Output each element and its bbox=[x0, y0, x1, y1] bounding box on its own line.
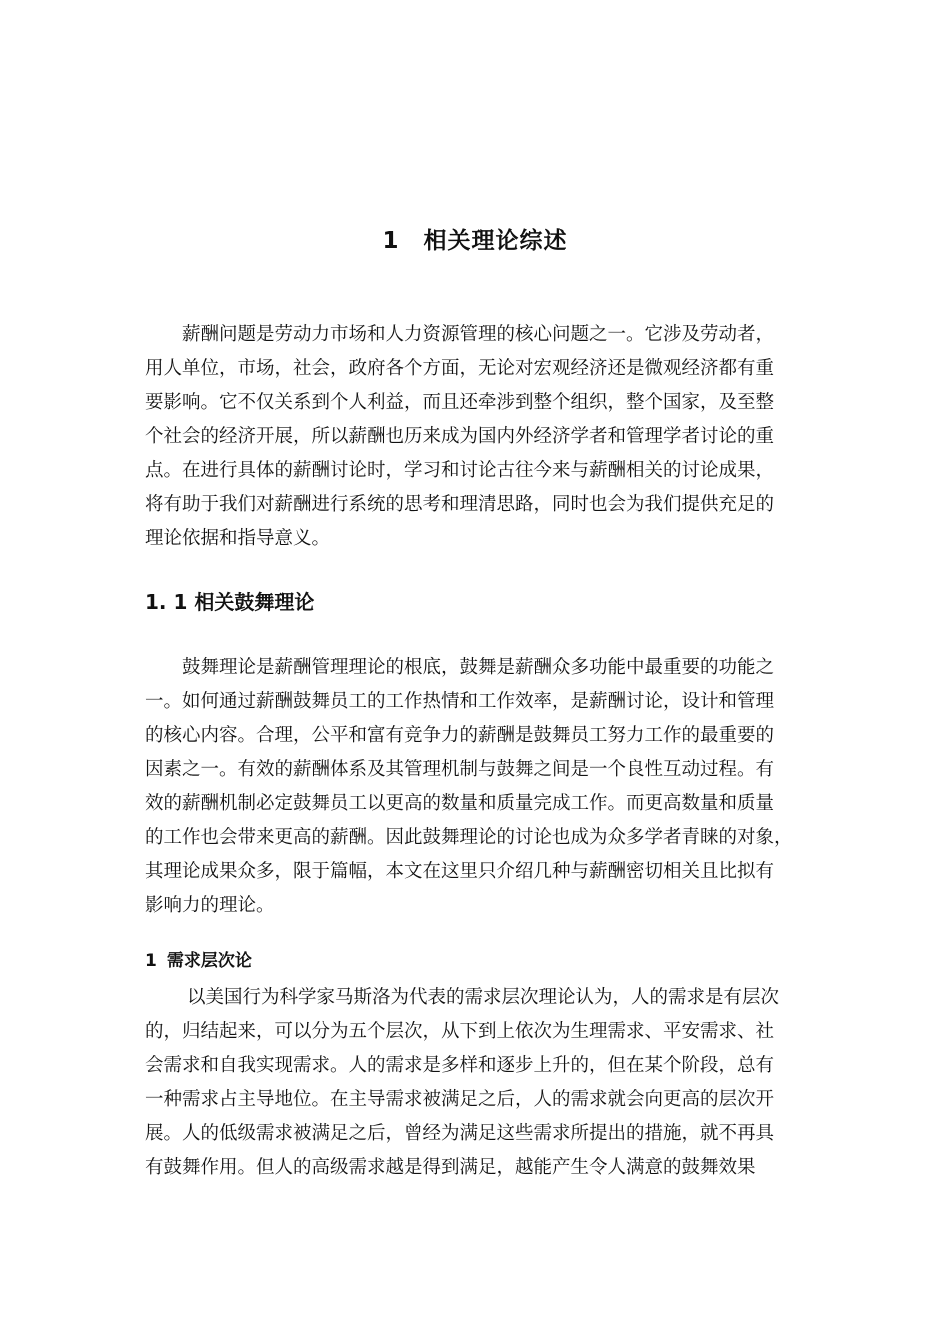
paragraph-line: 将有助于我们对薪酬进行系统的思考和理清思路，同时也会为我们提供充足的 bbox=[145, 494, 775, 515]
paragraph-line: 用人单位，市场，社会，政府各个方面，无论对宏观经济还是微观经济都有重 bbox=[145, 358, 775, 379]
paragraph-line: 的核心内容。合理，公平和富有竞争力的薪酬是鼓舞员工努力工作的最重要的 bbox=[145, 725, 775, 746]
paragraph-line: 鼓舞理论是薪酬管理理论的根底，鼓舞是薪酬众多功能中最重要的功能之 bbox=[182, 657, 775, 678]
paragraph-line: 理论依据和指导意义。 bbox=[145, 528, 331, 549]
paragraph-line: 展。人的低级需求被满足之后，曾经为满足这些需求所提出的措施，就不再具 bbox=[145, 1123, 775, 1144]
paragraph-line: 因素之一。有效的薪酬体系及其管理机制与鼓舞之间是一个良性互动过程。有 bbox=[145, 759, 775, 780]
chapter-title bbox=[0, 223, 950, 259]
paragraph-line: 其理论成果众多，限于篇幅，本文在这里只介绍几种与薪酬密切相关且比拟有 bbox=[145, 861, 775, 882]
section-title: 1. 1 相关鼓舞理论 bbox=[145, 590, 315, 614]
subsection-title-text: 需求层次论 bbox=[166, 951, 252, 971]
chapter-title-text: 相关理论综述 bbox=[423, 228, 568, 255]
paragraph-line: 一。如何通过薪酬鼓舞员工的工作热情和工作效率，是薪酬讨论，设计和管理 bbox=[145, 691, 775, 712]
paragraph-line: 影响力的理论。 bbox=[145, 895, 275, 916]
chapter-number: 1 bbox=[382, 228, 400, 255]
paragraph-line: 薪酬问题是劳动力市场和人力资源管理的核心问题之一。它涉及劳动者， bbox=[182, 324, 775, 345]
paragraph-line: 要影响。它不仅关系到个人利益，而且还牵涉到整个组织，整个国家，及至整 bbox=[145, 392, 775, 413]
paragraph-line: 点。在进行具体的薪酬讨论时，学习和讨论古往今来与薪酬相关的讨论成果， bbox=[145, 460, 775, 481]
paragraph-line: 个社会的经济开展，所以薪酬也历来成为国内外经济学者和管理学者讨论的重 bbox=[145, 426, 775, 447]
intro-paragraph bbox=[145, 318, 810, 556]
paragraph-line: 效的薪酬机制必定鼓舞员工以更高的数量和质量完成工作。而更高数量和质量 bbox=[145, 793, 775, 814]
subsection-title bbox=[145, 946, 252, 976]
subsection-number: 1 bbox=[145, 951, 157, 971]
paragraph-line: 一种需求占主导地位。在主导需求被满足之后，人的需求就会向更高的层次开 bbox=[145, 1089, 775, 1110]
paragraph-line: 的，归结起来，可以分为五个层次，从下到上依次为生理需求、平安需求、社 bbox=[145, 1021, 775, 1042]
paragraph-line: 会需求和自我实现需求。人的需求是多样和逐步上升的，但在某个阶段，总有 bbox=[145, 1055, 775, 1076]
subsection-paragraph bbox=[145, 981, 810, 1185]
paragraph-line: 以美国行为科学家马斯洛为代表的需求层次理论认为，人的需求是有层次 bbox=[187, 987, 780, 1008]
paragraph-line: 的工作也会带来更高的薪酬。因此鼓舞理论的讨论也成为众多学者青睐的对象， bbox=[145, 827, 793, 848]
section-paragraph bbox=[145, 651, 810, 923]
paragraph-line: 有鼓舞作用。但人的高级需求越是得到满足，越能产生令人满意的鼓舞效果 bbox=[145, 1157, 756, 1178]
